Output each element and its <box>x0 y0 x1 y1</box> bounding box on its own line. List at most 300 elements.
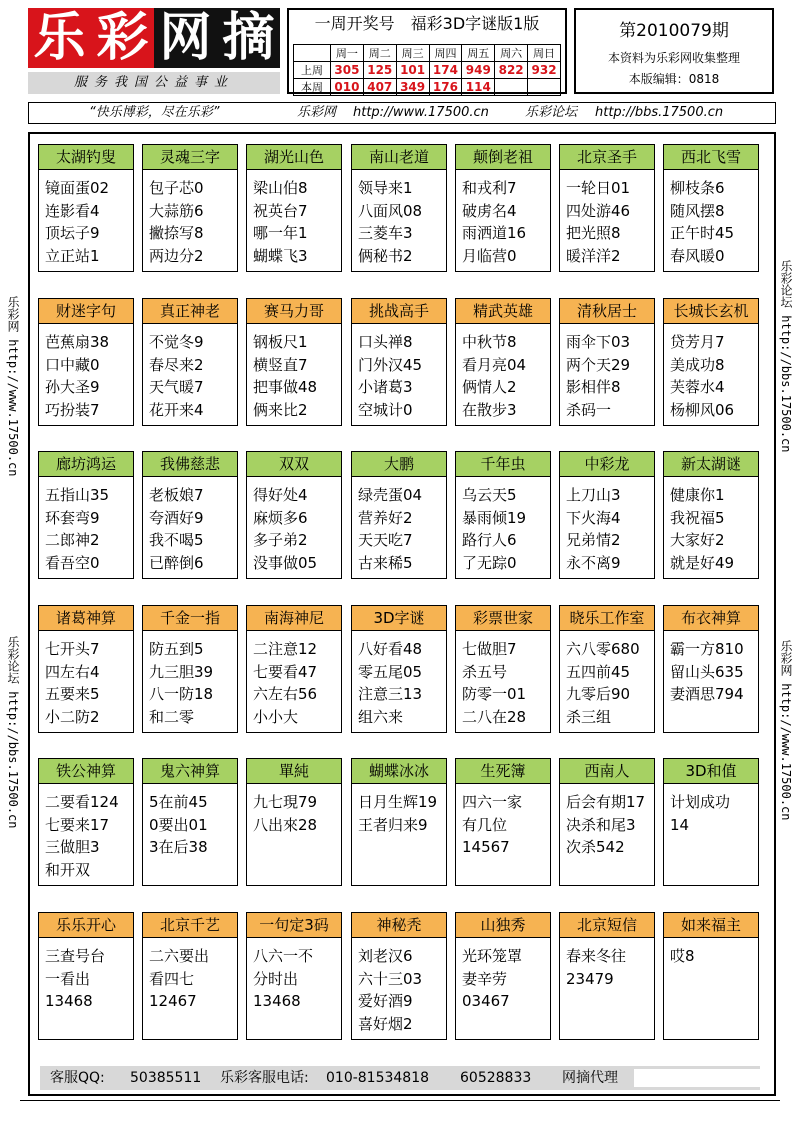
prediction-card <box>142 912 238 1040</box>
card-line: 孙大圣9 <box>45 378 100 396</box>
card-line: 小小大 <box>253 707 299 726</box>
card-line: 祝英台7 <box>253 201 308 220</box>
prediction-card <box>142 144 238 272</box>
card-line: 两个天29 <box>566 355 631 374</box>
card-line: 麻烦多6 <box>253 508 308 527</box>
banner-site-name: 乐彩网 <box>297 105 337 120</box>
card-line: 看吾空0 <box>45 553 100 572</box>
prediction-card <box>351 144 447 272</box>
card-line: 我不喝5 <box>149 531 204 549</box>
weekly-draw-title-left: 一周开奖号 <box>314 14 395 33</box>
card-lines <box>670 331 758 421</box>
prediction-card <box>663 912 759 1040</box>
bottom-rule <box>20 1100 780 1101</box>
card-line: 俩情人2 <box>462 378 517 396</box>
card-line: 兄弟情2 <box>566 531 621 549</box>
card-line: 一轮日01 <box>566 179 631 197</box>
draw-number: 114 <box>462 79 495 96</box>
card-line: 下火海4 <box>566 508 621 527</box>
card-lines <box>566 945 654 990</box>
logo-char: 网 <box>154 8 217 68</box>
card-line: 和戎利7 <box>462 179 517 197</box>
card-lines <box>566 331 654 421</box>
footer-qq: 50385511 <box>130 1070 202 1086</box>
card-line: 有几位 <box>462 815 508 834</box>
prediction-card <box>559 144 655 272</box>
footer-agent: 网摘代理 <box>562 1070 618 1086</box>
card-line: 14 <box>670 815 690 834</box>
card-line: 四六一家 <box>462 793 523 811</box>
card-line: 刘老汉6 <box>358 947 413 965</box>
card-line: 防五到5 <box>149 640 204 658</box>
card-title: 双双 <box>246 451 342 477</box>
side-text-right-top: 乐彩论坛 http://bbs.17500.cn <box>779 260 793 453</box>
card-line: 芭蕉扇38 <box>45 333 110 351</box>
card-lines <box>149 945 237 1013</box>
card-line: 在散步3 <box>462 400 517 419</box>
card-line: 六十三03 <box>358 969 423 988</box>
card-line: 七要来17 <box>45 815 110 834</box>
banner <box>28 102 776 124</box>
card-lines <box>566 484 654 574</box>
card-lines <box>253 791 341 836</box>
footer-phone-2: 60528833 <box>460 1070 532 1086</box>
card-line: 多子弟2 <box>253 531 308 549</box>
card-line: 九零后90 <box>566 685 631 703</box>
draw-number: 932 <box>528 62 561 79</box>
card-line: 杀五号 <box>462 662 508 681</box>
card-lines <box>149 331 237 421</box>
card-title: 廊坊鸿运 <box>38 451 134 477</box>
day-header: 周六 <box>495 45 528 62</box>
card-line: 春来冬往 <box>566 947 627 965</box>
logo-char: 乐 <box>28 8 91 68</box>
card-title: 單純 <box>246 758 342 784</box>
card-lines <box>45 945 133 1013</box>
prediction-card <box>559 605 655 733</box>
card-line: 天天吃7 <box>358 531 413 549</box>
card-line: 贷芳月7 <box>670 333 725 351</box>
prediction-card <box>351 758 447 886</box>
card-line: 和二零 <box>149 707 195 726</box>
card-line: 永不离9 <box>566 553 621 572</box>
prediction-card <box>351 912 447 1040</box>
card-title: 西南人 <box>559 758 655 784</box>
card-lines <box>670 791 758 836</box>
card-title: 生死簿 <box>455 758 551 784</box>
card-title: 大鹏 <box>351 451 447 477</box>
card-line: 和开双 <box>45 860 91 879</box>
card-line: 3在后38 <box>149 838 208 856</box>
card-line: 暖洋洋2 <box>566 246 621 265</box>
card-lines <box>462 638 550 728</box>
card-lines <box>670 638 758 706</box>
card-line: 五要来5 <box>45 685 100 703</box>
card-line: 雨伞下03 <box>566 333 631 351</box>
card-line: 四处游46 <box>566 201 631 220</box>
card-line: 俩来比2 <box>253 400 308 419</box>
card-title: 布衣神算 <box>663 605 759 631</box>
issue-title: 第2010079期 <box>619 21 729 41</box>
card-line: 古来稀5 <box>358 553 413 572</box>
card-title: 鬼六神算 <box>142 758 238 784</box>
prediction-card <box>455 758 551 886</box>
card-line: 零五尾05 <box>358 662 423 681</box>
card-line: 立正站1 <box>45 246 100 265</box>
card-line: 八出來28 <box>253 815 318 834</box>
card-line: 二六要出 <box>149 947 210 965</box>
card-line: 中秋节8 <box>462 333 517 351</box>
footer-qq-label: 客服QQ: <box>50 1070 105 1086</box>
card-lines <box>45 331 133 421</box>
card-line: 组六来 <box>358 707 404 726</box>
card-line: 八六一不 <box>253 947 314 965</box>
card-lines <box>670 945 758 968</box>
prediction-card <box>663 298 759 426</box>
card-title: 3D和值 <box>663 758 759 784</box>
card-line: 三菱车3 <box>358 224 413 242</box>
card-line: 七开头7 <box>45 640 100 658</box>
card-lines <box>358 791 446 836</box>
card-lines <box>45 177 133 267</box>
card-line: 领导来1 <box>358 179 413 197</box>
card-line: 横竖直7 <box>253 355 308 374</box>
card-line: 暴雨倾19 <box>462 508 527 527</box>
card-line: 哎8 <box>670 947 695 965</box>
prediction-card <box>663 605 759 733</box>
prediction-card <box>559 758 655 886</box>
weekly-draw-box <box>287 8 567 94</box>
card-title: 西北飞雪 <box>663 144 759 170</box>
card-title: 乐乐开心 <box>38 912 134 938</box>
card-lines <box>670 177 758 267</box>
prediction-card <box>663 451 759 579</box>
draw-number: 101 <box>396 62 429 79</box>
card-title: 如来福主 <box>663 912 759 938</box>
card-line: 上刀山3 <box>566 486 621 504</box>
card-line: 没事做05 <box>253 553 318 572</box>
card-title: 财迷字句 <box>38 298 134 324</box>
card-line: 口中藏0 <box>45 355 100 374</box>
draw-number: 305 <box>331 62 364 79</box>
card-line: 妻辛劳 <box>462 969 508 988</box>
card-title: 新太湖谜 <box>663 451 759 477</box>
table-row <box>294 62 561 79</box>
card-line: 14567 <box>462 838 510 856</box>
card-line: 03467 <box>462 992 510 1010</box>
card-line: 把事做48 <box>253 378 318 396</box>
card-line: 七做胆7 <box>462 640 517 658</box>
card-line: 天气暖7 <box>149 378 204 396</box>
card-line: 霸一方810 <box>670 640 744 658</box>
card-title: 彩票世家 <box>455 605 551 631</box>
card-line: 了无踪0 <box>462 553 517 572</box>
card-line: 日月生辉19 <box>358 793 438 811</box>
prediction-card <box>351 451 447 579</box>
card-lines <box>149 484 237 574</box>
card-line: 柳枝条6 <box>670 179 725 197</box>
banner-forum-url[interactable]: http://bbs.17500.cn <box>595 105 724 120</box>
card-lines <box>253 484 341 574</box>
draw-number <box>528 79 561 96</box>
card-line: 我祝福5 <box>670 508 725 527</box>
card-line: 两边分2 <box>149 246 204 265</box>
card-line: 三做胆3 <box>45 838 100 856</box>
footer-phone-label: 乐彩客服电话: <box>220 1070 309 1086</box>
footer-phone: 010-81534818 <box>326 1070 430 1086</box>
side-text-left-bottom: 乐彩论坛 http://bbs.17500.cn <box>6 636 20 829</box>
card-lines <box>462 331 550 421</box>
card-line: 杀码一 <box>566 400 612 419</box>
prediction-card <box>246 758 342 886</box>
card-title: 赛马力哥 <box>246 298 342 324</box>
card-line: 镜面蛋02 <box>45 179 110 197</box>
table-corner <box>294 45 331 62</box>
card-line: 把光照8 <box>566 224 621 242</box>
day-header: 周五 <box>462 45 495 62</box>
card-line: 撇捺写8 <box>149 224 204 242</box>
card-lines <box>253 177 341 267</box>
card-line: 次杀542 <box>566 838 625 856</box>
card-line: 喜好烟2 <box>358 1014 413 1033</box>
card-line: 小诸葛3 <box>358 378 413 396</box>
table-row <box>294 79 561 96</box>
weekly-draw-header-row <box>294 45 561 62</box>
issue-note: 本资料为乐彩网收集整理 <box>607 51 740 65</box>
card-title: 中彩龙 <box>559 451 655 477</box>
logo-char: 摘 <box>217 8 280 68</box>
draw-number <box>495 79 528 96</box>
card-line: 二郎神2 <box>45 531 100 549</box>
card-lines <box>462 945 550 1013</box>
card-title: 太湖钓叟 <box>38 144 134 170</box>
card-line: 后会有期17 <box>566 793 646 811</box>
card-title: 晓乐工作室 <box>559 605 655 631</box>
prediction-card <box>38 912 134 1040</box>
card-title: 蝴蝶冰冰 <box>351 758 447 784</box>
draw-number: 176 <box>429 79 462 96</box>
card-title: 北京短信 <box>559 912 655 938</box>
prediction-card <box>663 758 759 886</box>
card-line: 八面风08 <box>358 201 423 220</box>
day-header: 周三 <box>396 45 429 62</box>
card-line: 13468 <box>253 992 301 1010</box>
draw-number: 174 <box>429 62 462 79</box>
card-line: 防零一01 <box>462 685 527 703</box>
prediction-card <box>455 912 551 1040</box>
card-line: 看月亮04 <box>462 355 527 374</box>
draw-number: 349 <box>396 79 429 96</box>
card-line: 二要看124 <box>45 793 119 811</box>
card-line: 连影看4 <box>45 201 100 220</box>
day-header: 周一 <box>331 45 364 62</box>
prediction-card <box>351 605 447 733</box>
card-line: 俩秘书2 <box>358 246 413 265</box>
card-line: 影相伴8 <box>566 378 621 396</box>
prediction-card <box>559 298 655 426</box>
card-title: 北京圣手 <box>559 144 655 170</box>
prediction-card <box>38 144 134 272</box>
prediction-card <box>38 758 134 886</box>
card-line: 绿壳蛋04 <box>358 486 423 504</box>
card-line: 杀三组 <box>566 707 612 726</box>
card-line: 九三胆39 <box>149 662 214 681</box>
card-line: 决杀和尾3 <box>566 815 636 834</box>
footer-bar <box>40 1066 760 1090</box>
prediction-card <box>246 298 342 426</box>
card-title: 南海神尼 <box>246 605 342 631</box>
card-line: 梁山伯8 <box>253 179 308 197</box>
card-lines <box>253 331 341 421</box>
prediction-card <box>142 298 238 426</box>
card-line: 光环笼罩 <box>462 947 523 965</box>
card-line: 12467 <box>149 992 197 1010</box>
draw-number: 949 <box>462 62 495 79</box>
prediction-card <box>142 758 238 886</box>
card-line: 得好处4 <box>253 486 308 504</box>
card-lines <box>45 638 133 728</box>
card-line: 不觉冬9 <box>149 333 204 351</box>
card-line: 五四前45 <box>566 662 631 681</box>
issue-editor: 本版编辑：0818 <box>628 72 720 86</box>
card-line: 注意三13 <box>358 685 423 703</box>
card-line: 随风摆8 <box>670 201 725 220</box>
card-line: 哪一年1 <box>253 224 308 242</box>
card-line: 杨柳风06 <box>670 400 735 419</box>
card-title: 铁公神算 <box>38 758 134 784</box>
card-title: 精武英雄 <box>455 298 551 324</box>
card-title: 一句定3码 <box>246 912 342 938</box>
prediction-card <box>38 605 134 733</box>
weekly-draw-table <box>293 44 561 96</box>
card-line: 五指山35 <box>45 486 110 504</box>
card-line: 三查号台 <box>45 947 106 965</box>
card-lines <box>670 484 758 574</box>
card-title: 诸葛神算 <box>38 605 134 631</box>
prediction-card <box>455 451 551 579</box>
prediction-grid-frame <box>28 132 776 1096</box>
footer-blank-box <box>634 1069 764 1087</box>
card-title: 山独秀 <box>455 912 551 938</box>
card-title: 北京千艺 <box>142 912 238 938</box>
card-lines <box>45 791 133 881</box>
card-line: 营养好2 <box>358 508 413 527</box>
card-title: 我佛慈悲 <box>142 451 238 477</box>
card-line: 八一防18 <box>149 685 214 703</box>
card-title: 颠倒老祖 <box>455 144 551 170</box>
card-line: 六八零680 <box>566 640 640 658</box>
card-title: 神秘秃 <box>351 912 447 938</box>
card-lines <box>358 638 446 728</box>
card-line: 春尽来2 <box>149 355 204 374</box>
prediction-card <box>455 605 551 733</box>
banner-slogan: “快乐博彩，尽在乐彩” <box>89 105 220 120</box>
card-lines <box>462 177 550 267</box>
card-line: 一看出 <box>45 969 91 988</box>
prediction-card <box>455 298 551 426</box>
prediction-card <box>142 605 238 733</box>
card-line: 路行人6 <box>462 531 517 549</box>
prediction-card <box>246 912 342 1040</box>
card-title: 清秋居士 <box>559 298 655 324</box>
row-label: 上周 <box>294 62 331 79</box>
row-label: 本周 <box>294 79 331 96</box>
card-line: 妻酒思794 <box>670 685 744 703</box>
card-line: 钢板尺1 <box>253 333 308 351</box>
card-lines <box>462 791 550 859</box>
card-line: 王者归来9 <box>358 815 428 834</box>
card-line: 分时出 <box>253 969 299 988</box>
card-lines <box>253 945 341 1013</box>
prediction-card <box>246 451 342 579</box>
logo-char: 彩 <box>91 8 154 68</box>
banner-site-url[interactable]: http://www.17500.cn <box>353 105 489 120</box>
card-line: 看四七 <box>149 969 195 988</box>
card-line: 就是好49 <box>670 553 735 572</box>
card-title: 灵魂三字 <box>142 144 238 170</box>
prediction-card <box>559 912 655 1040</box>
card-line: 已醉倒6 <box>149 553 204 572</box>
card-title: 真正神老 <box>142 298 238 324</box>
side-text-left-top: 乐彩网 http://www.17500.cn <box>6 296 20 477</box>
card-line: 花开来4 <box>149 400 204 419</box>
card-lines <box>45 484 133 574</box>
card-line: 六左右56 <box>253 685 318 703</box>
prediction-card <box>38 298 134 426</box>
card-line: 老板娘7 <box>149 486 204 504</box>
card-line: 夸酒好9 <box>149 508 204 527</box>
card-line: 13468 <box>45 992 93 1010</box>
prediction-card <box>246 144 342 272</box>
card-line: 大蒜筋6 <box>149 201 204 220</box>
card-lines <box>358 945 446 1035</box>
prediction-card <box>663 144 759 272</box>
card-line: 5在前45 <box>149 793 208 811</box>
card-lines <box>149 177 237 267</box>
card-line: 雨洒道16 <box>462 224 527 242</box>
card-title: 千金一指 <box>142 605 238 631</box>
card-line: 小二防2 <box>45 707 100 726</box>
card-lines <box>253 638 341 728</box>
card-title: 长城长玄机 <box>663 298 759 324</box>
card-line: 乌云天5 <box>462 486 517 504</box>
prediction-card <box>142 451 238 579</box>
card-title: 湖光山色 <box>246 144 342 170</box>
card-lines <box>462 484 550 574</box>
card-title: 千年虫 <box>455 451 551 477</box>
card-lines <box>358 331 446 421</box>
day-header: 周日 <box>528 45 561 62</box>
draw-number: 010 <box>331 79 364 96</box>
card-line: 包子芯0 <box>149 179 204 197</box>
card-line: 芙蓉水4 <box>670 378 725 396</box>
card-title: 挑战高手 <box>351 298 447 324</box>
card-line: 0要出01 <box>149 815 208 834</box>
card-line: 二注意12 <box>253 640 318 658</box>
card-line: 口头禅8 <box>358 333 413 351</box>
card-line: 正午时45 <box>670 224 735 242</box>
day-header: 周二 <box>363 45 396 62</box>
card-lines <box>566 177 654 267</box>
card-line: 环套弯9 <box>45 508 100 527</box>
card-line: 月临营0 <box>462 246 517 265</box>
card-line: 美成功8 <box>670 355 725 374</box>
card-lines <box>149 791 237 859</box>
card-line: 顶坛子9 <box>45 224 100 242</box>
card-line: 四左右4 <box>45 662 100 681</box>
logo-slogan: 服务我国公益事业 <box>28 72 280 94</box>
card-lines <box>566 791 654 859</box>
